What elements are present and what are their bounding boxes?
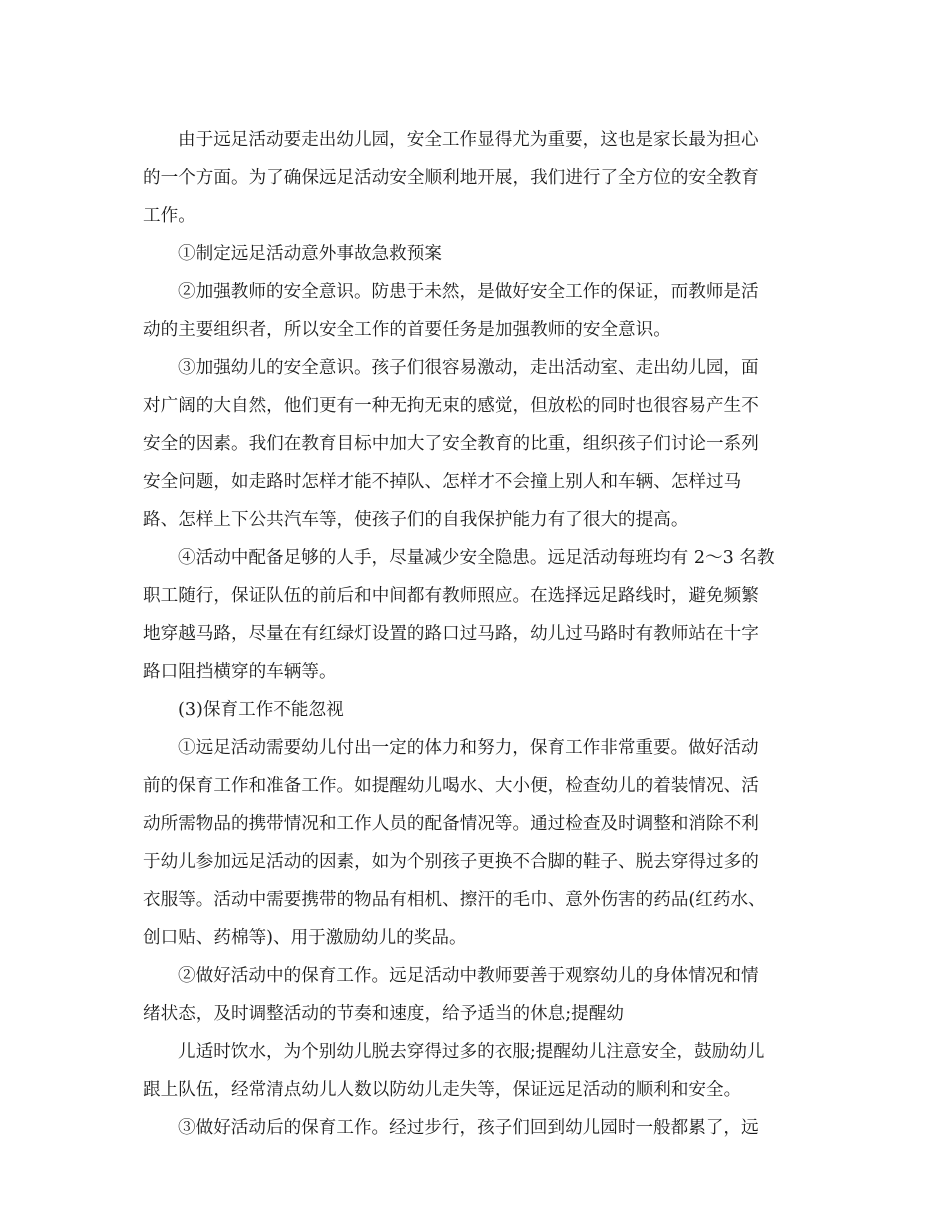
text-line: ②加强教师的安全意识。防患于未然，是做好安全工作的保证，而教师是活: [178, 282, 759, 302]
text-line: 工作。: [143, 206, 196, 226]
text-line: 对广阔的大自然，他们更有一种无拘无束的感觉，但放松的同时也很容易产生不: [143, 396, 759, 416]
text-line: ①远足活动需要幼儿付出一定的体力和努力，保育工作非常重要。做好活动: [178, 738, 759, 758]
text-line: ③加强幼儿的安全意识。孩子们很容易激动，走出活动室、走出幼儿园，面: [178, 358, 759, 378]
text-line: 动的主要组织者，所以安全工作的首要任务是加强教师的安全意识。: [143, 320, 671, 340]
text-line: 于幼儿参加远足活动的因素，如为个别孩子更换不合脚的鞋子、脱去穿得过多的: [143, 852, 759, 872]
text-line: 的一个方面。为了确保远足活动安全顺利地开展，我们进行了全方位的安全教育: [143, 168, 759, 188]
text-line: ②做好活动中的保育工作。远足活动中教师要善于观察幼儿的身体情况和情: [178, 966, 759, 986]
text-line: 前的保育工作和准备工作。如提醒幼儿喝水、大小便，检查幼儿的着装情况、活: [143, 776, 759, 796]
text-line: ①制定远足活动意外事故急救预案: [178, 244, 442, 264]
text-line: 由于远足活动要走出幼儿园，安全工作显得尤为重要，这也是家长最为担心: [178, 130, 759, 150]
text-line: 职工随行，保证队伍的前后和中间都有教师照应。在选择远足路线时，避免频繁: [143, 586, 759, 606]
text-line: 跟上队伍，经常清点幼儿人数以防幼儿走失等，保证远足活动的顺利和安全。: [143, 1080, 742, 1100]
text-line: 绪状态，及时调整活动的节奏和速度，给予适当的休息;提醒幼: [143, 1004, 624, 1024]
section-heading: (3)保育工作不能忽视: [178, 700, 344, 720]
text-line: ③做好活动后的保育工作。经过步行，孩子们回到幼儿园时一般都累了，远: [178, 1118, 759, 1138]
text-line: 安全的因素。我们在教育目标中加大了安全教育的比重，组织孩子们讨论一系列: [143, 434, 759, 454]
text-line: ④活动中配备足够的人手，尽量减少安全隐患。远足活动每班均有 2～3 名教: [178, 548, 775, 568]
text-line: 地穿越马路，尽量在有红绿灯设置的路口过马路，幼儿过马路时有教师站在十字: [143, 624, 759, 644]
text-line: 路口阻挡横穿的车辆等。: [143, 662, 337, 682]
text-line: 安全问题，如走路时怎样才能不掉队、怎样才不会撞上别人和车辆、怎样过马: [143, 472, 742, 492]
text-line: 动所需物品的携带情况和工作人员的配备情况等。通过检查及时调整和消除不利: [143, 814, 759, 834]
text-line: 创口贴、药棉等)、用于激励幼儿的奖品。: [143, 928, 467, 948]
text-line: 儿适时饮水，为个别幼儿脱去穿得过多的衣服;提醒幼儿注意安全，鼓励幼儿: [178, 1042, 765, 1062]
text-line: 衣服等。活动中需要携带的物品有相机、擦汗的毛巾、意外伤害的药品(红药水、: [143, 890, 766, 910]
text-line: 路、怎样上下公共汽车等，使孩子们的自我保护能力有了很大的提高。: [143, 510, 689, 530]
